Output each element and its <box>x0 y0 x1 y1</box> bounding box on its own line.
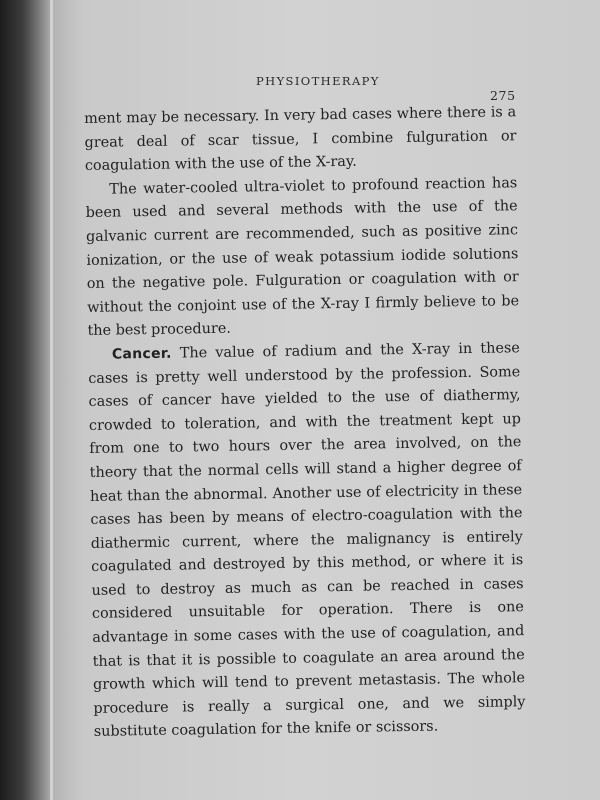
page-number: 275 <box>490 88 516 103</box>
header-title: PHYSIOTHERAPY <box>256 74 380 88</box>
book-page <box>50 0 600 800</box>
paragraph-2: The water-cooled ultra-violet to profound reaction has been used and several methods with the use of the galvanic current are recommended, such as positive zinc ionization, or the use of weak potassium iodide solutions on the negative pole. Fulguration or coagulation with or without the conjoint use of the X-ray I firmly believe to be the best procedure. <box>85 174 520 340</box>
body-text <box>84 101 526 745</box>
paragraph-3-text: The value of radium and the X-ray in these cases is pretty well understood by the profession. Some cases of cancer have yielded to the use of diathermy, crowded to toleration, and with the treatment kept up from one to two hours over the area involved, on the theory that the normal cells will stand a higher degree of heat than the abnormal. Another use of electricity in these cases has been by means of electro-coagulation with the diathermic current, where the malignancy is entirely coagulated and destroyed by this method, or where it is used to destroy as much as can be reached in cases considered unsuitable for operation. There is one advantage in some cases with the use of coagulation, and that is that it is possible to coagulate an area around the growth which will tend to prevent metastasis. The whole procedure is really a surgical one, and we simply substitute coagulation for the knife or scissors. <box>88 340 526 741</box>
paragraph-1: ment may be necessary. In very bad cases where there is a great deal of scar tissue, I combine fulguration or coagulation with the use of the X-ray. <box>84 104 517 175</box>
book-spine-shadow <box>0 0 50 800</box>
section-heading-cancer: Cancer. <box>111 345 172 363</box>
running-head <box>50 74 600 103</box>
page-edge-highlight <box>50 0 53 800</box>
paragraph-3 <box>88 337 526 745</box>
